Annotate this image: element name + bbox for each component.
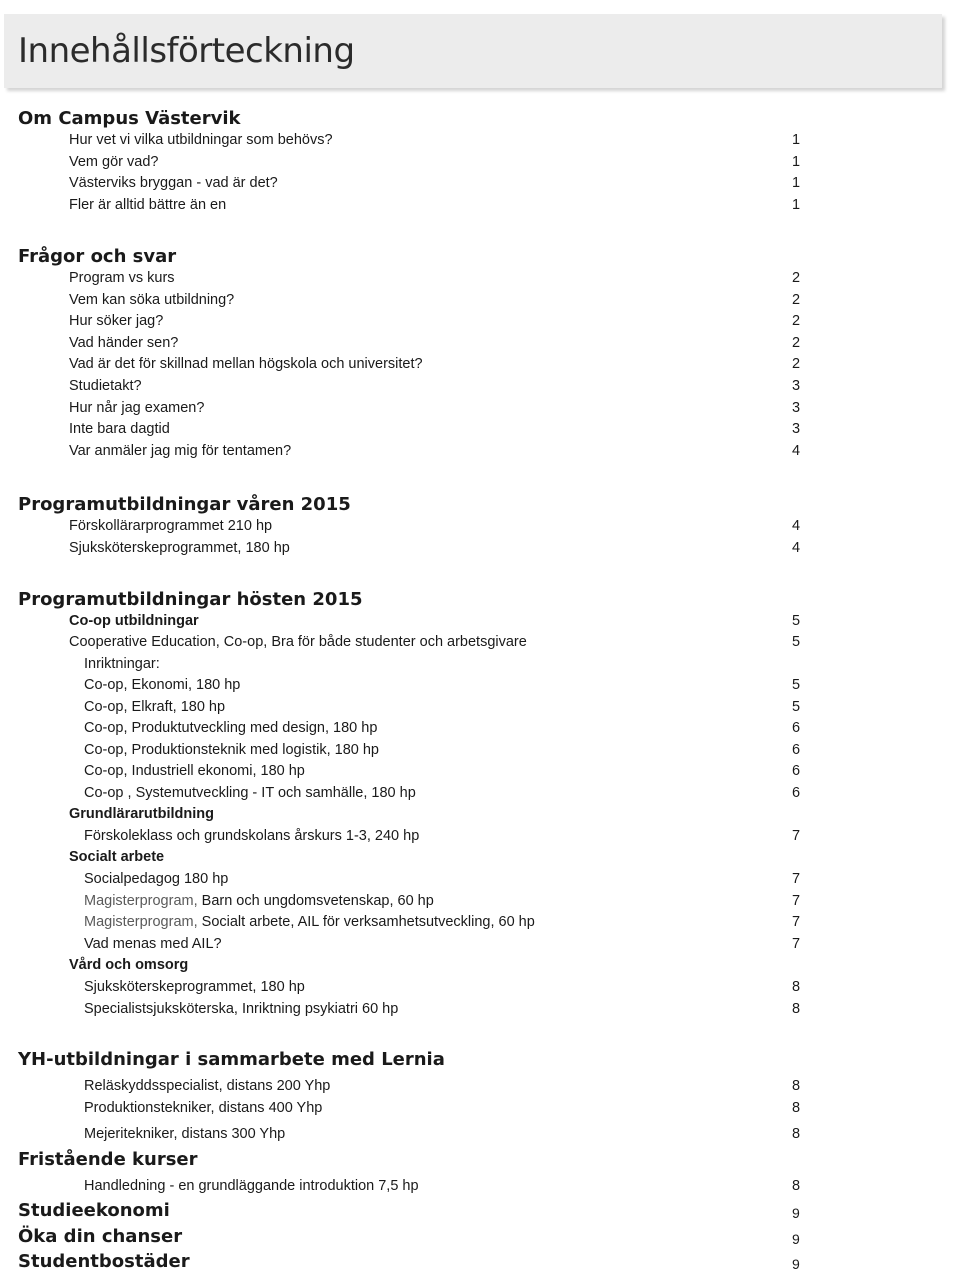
program-prefix: Magisterprogram, [84,892,198,909]
section-heading-label: Om Campus Västervik [18,108,241,129]
page-number: 1 [792,132,801,148]
section-heading-label: Fristående kurser [18,1149,198,1170]
toc-entry-label: Studietakt? [69,378,142,394]
page-title: Innehållsförteckning [18,31,355,71]
page-number: 6 [792,720,801,737]
toc-entry-label: Inte bara dagtid [69,421,170,438]
toc-entry-label: Program vs kurs [69,270,175,286]
toc-entry-label: Vem gör vad? [69,153,159,170]
toc-entry-label: Co-op, Industriell ekonomi, 180 hp [84,763,305,780]
toc-entry-label: Förskollärarprogrammet 210 hp [69,518,273,534]
toc-entry-label: Hur vet vi vilka utbildningar som behövs? [69,132,333,148]
page-number: 3 [792,378,801,394]
page-number: 6 [792,763,801,780]
toc-entry-label: Co-op , Systemutveckling - IT och samhälle, 180 hp [84,785,416,801]
page-number: 8 [792,1100,801,1116]
toc-entry-label: Fler är alltid bättre än en [69,197,227,214]
page-number: 8 [792,979,801,995]
page-number: 8 [792,1000,801,1017]
toc-entry-label: Magisterprogram, Barn och ungdomsvetenskap, 60 hp [84,892,434,909]
toc-entry-label: Co-op, Produktutveckling med design, 180 hp [84,720,378,737]
toc-entry-label: Västerviks bryggan - vad är det? [69,175,278,192]
toc-entry-label: Co-op, Ekonomi, 180 hp [84,677,241,693]
page-number: 1 [792,153,801,170]
subsection-heading-label: Co-op utbildningar [69,613,199,629]
page-number: 5 [792,698,801,715]
page-number: 4 [792,442,801,459]
page-number: 6 [792,741,801,758]
section-heading-label: YH-utbildningar i sammarbete med Lernia [18,1049,445,1070]
page-number: 8 [792,1126,801,1142]
toc-entry-label: Hur söker jag? [69,313,164,330]
toc-entry-label: Vem kan söka utbildning? [69,291,235,308]
page-number: 2 [792,270,801,286]
toc-entry-label: Handledning - en grundläggande introduktion 7,5 hp [84,1178,419,1194]
page-number: 7 [792,935,801,952]
program-prefix: Magisterprogram, [84,914,198,931]
toc-entry-label: Cooperative Education, Co-op, Bra för både studenter och arbetsgivare [69,634,527,650]
toc-entry-label: Vad är det för skillnad mellan högskola och universitet? [69,356,423,373]
toc-entry-label: Sjuksköterskeprogrammet, 180 hp [69,540,290,556]
section-heading-label: Studieekonomi [18,1200,170,1221]
toc-entry-label: Co-op, Elkraft, 180 hp [84,698,226,715]
toc-entry-label: Magisterprogram, Socialt arbete, AIL för verksamhetsutveckling, 60 hp [84,914,535,931]
subsection-heading-label: Socialt arbete [69,849,165,865]
section-heading-label: Frågor och svar [18,246,177,267]
page-number: 7 [792,914,801,931]
toc-entry-label: Mejeritekniker, distans 300 Yhp [84,1126,286,1142]
toc-entry-label: Sjuksköterskeprogrammet, 180 hp [84,979,305,995]
page-number: 2 [792,356,801,373]
section-heading-label: Studentbostäder [18,1251,190,1272]
toc-note-label: Inriktningar: [84,656,160,672]
page-number: 5 [792,613,801,629]
page-number: 1 [792,197,801,214]
section-heading-label: Programutbildningar hösten 2015 [18,589,363,610]
toc-entry-label: Förskoleklass och grundskolans årskurs 1-3, 240 hp [84,828,420,844]
page-number: 7 [792,828,801,844]
toc-entry-label: Specialistsjuksköterska, Inriktning psykiatri 60 hp [84,1000,399,1017]
toc-entry-label: Hur når jag examen? [69,399,205,416]
page-number: 6 [792,785,801,801]
page-number: 4 [792,540,801,556]
page-number: 9 [792,1256,800,1272]
page-number: 3 [792,421,801,438]
page-number: 2 [792,291,801,308]
page-number: 8 [792,1078,801,1094]
subsection-heading-label: Grundlärarutbildning [69,806,214,822]
page-number: 2 [792,334,801,351]
page-number: 1 [792,175,801,192]
toc-entry-label: Reläskyddsspecialist, distans 200 Yhp [84,1078,331,1094]
page-number: 5 [792,677,801,693]
page-number: 7 [792,892,801,909]
page-number: 8 [792,1178,801,1194]
page-number: 3 [792,399,801,416]
title-banner [4,14,942,88]
section-heading-label: Programutbildningar våren 2015 [18,494,351,515]
toc-entry-label: Var anmäler jag mig för tentamen? [69,442,292,459]
page-number: 4 [792,518,801,534]
toc-entry-label: Co-op, Produktionsteknik med logistik, 180 hp [84,741,379,758]
toc-entry-label: Socialpedagog 180 hp [84,871,229,887]
page-number: 9 [792,1231,800,1247]
toc-entry-label: Vad händer sen? [69,334,179,351]
page-number: 5 [792,634,801,650]
page-number: 2 [792,313,801,330]
page-number: 7 [792,871,801,887]
section-heading-label: Öka din chanser [18,1226,183,1247]
toc-entry-label: Produktionstekniker, distans 400 Yhp [84,1100,323,1116]
subsection-heading-label: Vård och omsorg [69,957,189,973]
page-number: 9 [792,1205,800,1221]
toc-entry-label: Vad menas med AIL? [84,935,222,952]
